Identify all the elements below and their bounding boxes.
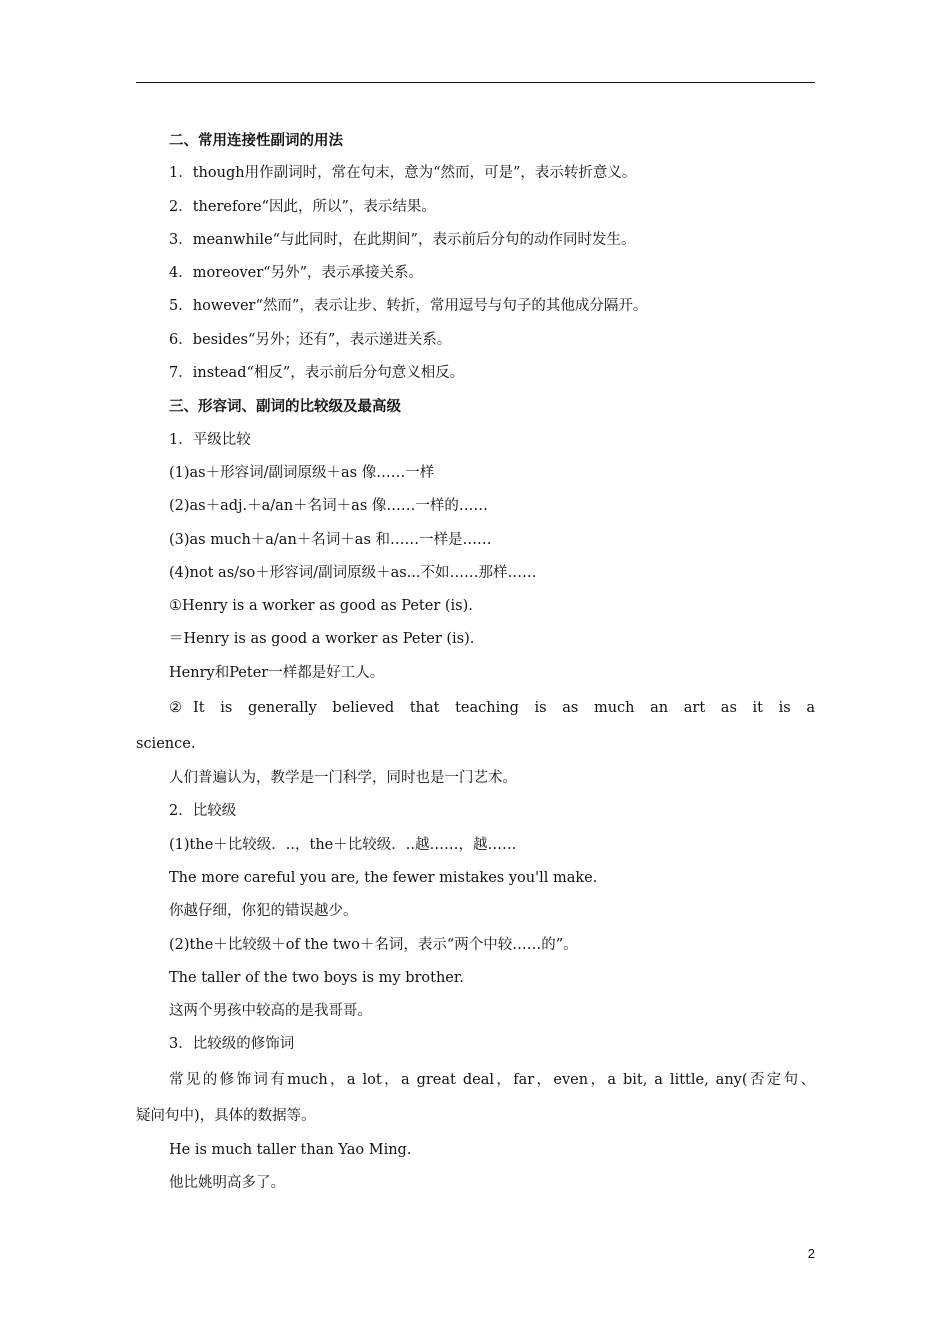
example-sentence: The taller of the two boys is my brother.: [169, 969, 464, 986]
list-item: 2．therefore“因此，所以”，表示结果。: [169, 198, 436, 215]
list-item: 4．moreover“另外”，表示承接关系。: [169, 265, 423, 282]
list-item: 1．though用作副词时，常在句末，意为“然而，可是”，表示转折意义。: [169, 165, 637, 182]
paragraph-continuation: 疑问句中)，具体的数据等。: [136, 1107, 316, 1124]
subsection-heading: 1．平级比较: [169, 431, 251, 448]
subsection-heading: 3．比较级的修饰词: [169, 1036, 295, 1053]
example-translation: 他比姚明高多了。: [169, 1175, 285, 1192]
example-sentence: ②It is generally believed that teaching is as much an art as it is a: [169, 700, 815, 717]
rule-item: (1)as＋形容词/副词原级＋as 像……一样: [169, 464, 435, 481]
list-item: 6．besides“另外；还有”，表示递进关系。: [169, 331, 452, 348]
header-rule: [136, 82, 815, 83]
section-3-heading: 三、形容词、副词的比较级及最高级: [169, 398, 401, 416]
rule-item: (2)as＋adj.＋a/an＋名词＋as 像……一样的……: [169, 498, 488, 515]
example-sentence: ①Henry is a worker as good as Peter (is).: [169, 598, 473, 615]
paragraph: 常见的修饰词有much，a lot，a great deal，far，even，a bit, a little, any(否定句、: [169, 1071, 815, 1088]
rule-item: (1)the＋比较级．..，the＋比较级．..越……，越……: [169, 836, 517, 853]
example-translation: 你越仔细，你犯的错误越少。: [169, 903, 358, 920]
example-translation: 人们普遍认为，教学是一门科学，同时也是一门艺术。: [169, 770, 517, 787]
list-item: 5．however“然而”，表示让步、转折，常用逗号与句子的其他成分隔开。: [169, 298, 648, 315]
example-sentence-continuation: science.: [136, 736, 196, 753]
list-item: 3．meanwhile“与此同时，在此期间”，表示前后分句的动作同时发生。: [169, 231, 636, 248]
example-sentence: He is much taller than Yao Ming.: [169, 1141, 412, 1158]
subsection-heading: 2．比较级: [169, 803, 237, 820]
document-body: [136, 124, 815, 1200]
example-translation: Henry和Peter一样都是好工人。: [169, 664, 385, 681]
example-translation: 这两个男孩中较高的是我哥哥。: [169, 1003, 372, 1020]
section-2-heading: 二、常用连接性副词的用法: [169, 132, 343, 149]
example-sentence: The more careful you are, the fewer mistakes you'll make.: [169, 869, 598, 886]
rule-item: (4)not as/so＋形容词/副词原级＋as...不如……那样……: [169, 564, 537, 581]
rule-item: (2)the＋比较级＋of the two＋名词，表示“两个中较……的”。: [169, 936, 578, 953]
list-item: 7．instead“相反”，表示前后分句意义相反。: [169, 365, 465, 382]
page-number: 2: [807, 1246, 815, 1261]
example-sentence: ＝Henry is as good a worker as Peter (is).: [169, 631, 475, 648]
rule-item: (3)as much＋a/an＋名词＋as 和……一样是……: [169, 531, 492, 548]
